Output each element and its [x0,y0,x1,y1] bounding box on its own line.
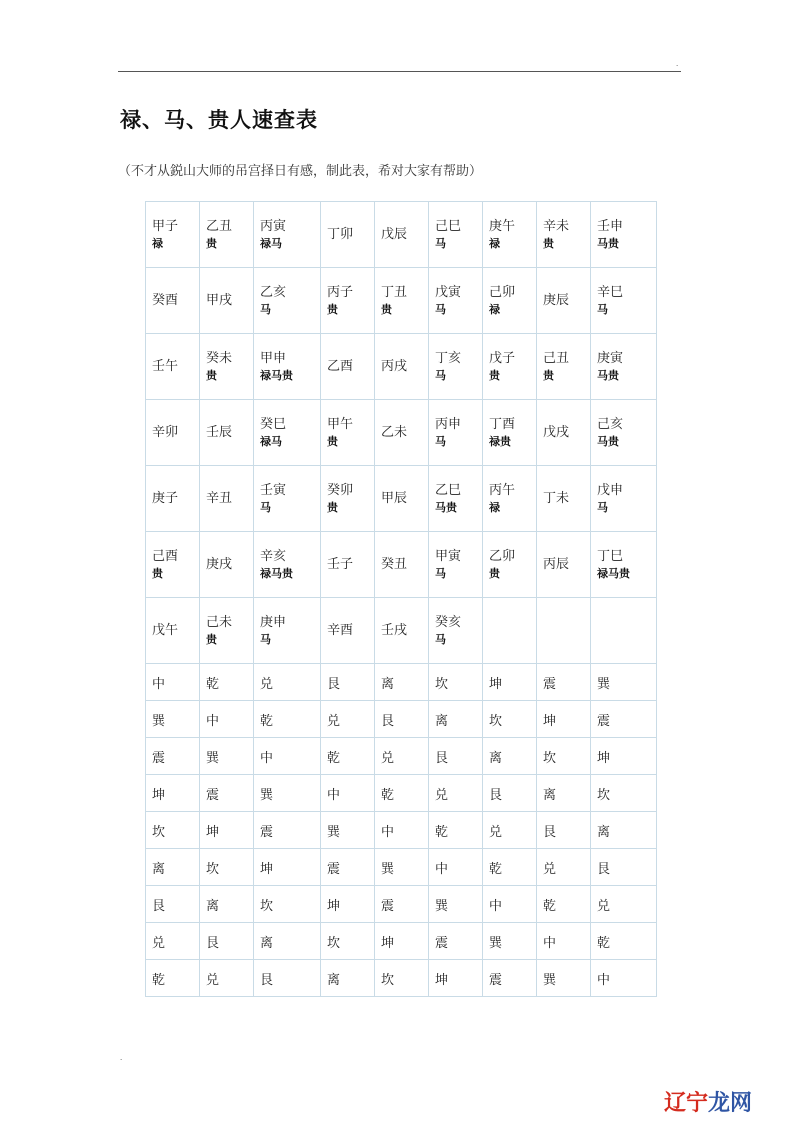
marker-label: 禄马贵 [260,567,293,580]
marker-label: 马 [435,567,446,580]
ganzhi-label: 丁未 [543,490,570,506]
ganzhi-label: 庚午 [489,219,516,234]
marker-label: 马 [435,303,446,316]
ganzhi-cell [375,598,429,664]
trigram-cell: 坎 [254,886,321,923]
trigram-cell: 兑 [254,664,321,701]
ganzhi-cell [483,268,537,334]
trigram-cell: 震 [375,886,429,923]
table-row [146,960,657,997]
marker-label: 贵 [489,567,500,580]
trigram-cell: 艮 [146,886,200,923]
page-subtitle: （不才从鋭山大师的吊宫择日有感，制此表，希对大家有帮助） [118,164,483,179]
trigram-cell: 中 [200,701,254,738]
trigram-cell: 艮 [321,664,375,701]
trigram-cell: 离 [591,812,657,849]
ganzhi-label: 庚申 [260,615,287,630]
ganzhi-label: 丁巳 [597,549,624,564]
marker-label: 禄马 [260,237,282,250]
trigram-cell: 坎 [483,701,537,738]
trigram-cell: 艮 [200,923,254,960]
ganzhi-cell [591,598,657,664]
ganzhi-label: 戊午 [152,622,179,638]
ganzhi-cell [254,202,321,268]
trigram-cell: 坤 [200,812,254,849]
trigram-cell: 巽 [483,923,537,960]
trigram-cell: 中 [254,738,321,775]
ganzhi-label: 丙寅 [260,219,287,234]
table-row [146,812,657,849]
trigram-cell: 坎 [537,738,591,775]
ganzhi-cell [321,334,375,400]
ganzhi-label: 乙卯 [489,549,516,564]
trigram-cell: 巽 [537,960,591,997]
marker-label: 马 [435,237,446,250]
ganzhi-label: 己丑 [543,351,570,366]
marker-label: 马 [597,303,608,316]
ganzhi-cell [591,334,657,400]
ganzhi-cell [591,466,657,532]
trigram-cell: 乾 [537,886,591,923]
trigram-cell: 兑 [591,886,657,923]
ganzhi-label: 戊申 [597,483,624,498]
marker-label: 禄马贵 [597,567,630,580]
table-row [146,923,657,960]
trigram-cell: 坤 [429,960,483,997]
marker-label: 马 [597,501,608,514]
trigram-cell: 坎 [375,960,429,997]
trigram-cell: 巽 [375,849,429,886]
trigram-cell: 中 [483,886,537,923]
trigram-cell: 艮 [591,849,657,886]
ganzhi-cell [321,202,375,268]
trigram-cell: 震 [429,923,483,960]
table-row [146,400,657,466]
marker-label: 马贵 [597,435,619,448]
table-row [146,598,657,664]
table-row [146,738,657,775]
marker-label: 贵 [327,435,338,448]
marker-label: 马 [260,501,271,514]
trigram-cell: 艮 [483,775,537,812]
marker-label: 马 [260,303,271,316]
ganzhi-cell [200,268,254,334]
trigram-cell: 震 [591,701,657,738]
trigram-cell: 震 [483,960,537,997]
marker-label: 马 [260,633,271,646]
ganzhi-cell [429,532,483,598]
ganzhi-cell [200,598,254,664]
ganzhi-cell [483,202,537,268]
trigram-cell: 震 [146,738,200,775]
trigram-cell: 巽 [321,812,375,849]
trigram-cell: 中 [537,923,591,960]
table-row [146,334,657,400]
ganzhi-label: 甲申 [260,351,287,366]
trigram-cell: 艮 [537,812,591,849]
ganzhi-cell [254,400,321,466]
ganzhi-cell [254,334,321,400]
ganzhi-cell [591,268,657,334]
ganzhi-label: 丙午 [489,483,516,498]
lookup-table [145,201,657,997]
ganzhi-label: 甲戌 [206,292,233,308]
trigram-cell: 兑 [537,849,591,886]
trigram-cell: 坤 [483,664,537,701]
ganzhi-label: 丁丑 [381,285,408,300]
trigram-cell: 巽 [200,738,254,775]
trigram-cell: 巽 [591,664,657,701]
ganzhi-label: 癸丑 [381,556,408,572]
trigram-cell: 坤 [591,738,657,775]
trigram-cell: 巽 [146,701,200,738]
trigram-cell: 坤 [375,923,429,960]
ganzhi-label: 辛巳 [597,285,624,300]
marker-label: 马贵 [597,369,619,382]
ganzhi-cell [375,466,429,532]
marker-label: 贵 [206,237,217,250]
table-row [146,849,657,886]
marker-label: 贵 [381,303,392,316]
trigram-cell: 乾 [254,701,321,738]
trigram-cell: 坤 [321,886,375,923]
ganzhi-label: 庚戌 [206,556,233,572]
ganzhi-cell [146,532,200,598]
ganzhi-label: 辛未 [543,219,570,234]
ganzhi-cell [537,202,591,268]
ganzhi-label: 庚辰 [543,292,570,308]
ganzhi-cell [254,532,321,598]
ganzhi-cell [591,202,657,268]
ganzhi-cell [375,334,429,400]
ganzhi-label: 丁亥 [435,351,462,366]
ganzhi-cell [483,334,537,400]
trigram-cell: 乾 [146,960,200,997]
ganzhi-label: 己酉 [152,549,179,564]
trigram-cell: 乾 [321,738,375,775]
table-row [146,664,657,701]
ganzhi-label: 戊寅 [435,285,462,300]
ganzhi-cell [429,598,483,664]
marker-label: 马贵 [435,501,457,514]
marker-label: 禄 [152,237,163,250]
trigram-cell: 坎 [146,812,200,849]
trigram-cell: 乾 [200,664,254,701]
trigram-cell: 乾 [483,849,537,886]
ganzhi-cell [483,466,537,532]
svg-text:辽宁龙网: 辽宁龙网 [664,1091,753,1116]
trigram-cell: 坤 [537,701,591,738]
trigram-cell: 坤 [254,849,321,886]
page-title: 禄、马、贵人速查表 [120,108,318,132]
ganzhi-cell [254,268,321,334]
marker-label: 禄马 [260,435,282,448]
table-row [146,701,657,738]
ganzhi-cell [200,202,254,268]
trigram-cell: 艮 [429,738,483,775]
ganzhi-cell [483,598,537,664]
ganzhi-label: 癸亥 [435,615,462,630]
table-row [146,886,657,923]
trigram-cell: 坎 [591,775,657,812]
footer-mark: . [120,1054,123,1062]
ganzhi-label: 乙未 [381,424,408,440]
ganzhi-label: 丙戌 [381,358,408,374]
ganzhi-label: 辛亥 [260,549,287,564]
ganzhi-cell [537,598,591,664]
trigram-cell: 兑 [429,775,483,812]
marker-label: 禄 [489,303,500,316]
ganzhi-cell [591,400,657,466]
marker-label: 贵 [489,369,500,382]
ganzhi-cell [375,202,429,268]
ganzhi-label: 癸酉 [152,292,179,308]
ganzhi-cell [321,598,375,664]
ganzhi-label: 庚寅 [597,351,624,366]
ganzhi-label: 乙丑 [206,219,233,234]
marker-label: 贵 [152,567,163,580]
trigram-cell: 兑 [146,923,200,960]
ganzhi-label: 庚子 [152,490,179,506]
marker-label: 禄马贵 [260,369,293,382]
marker-label: 禄 [489,237,500,250]
trigram-cell: 中 [146,664,200,701]
ganzhi-label: 甲辰 [381,490,408,506]
ganzhi-cell [429,268,483,334]
ganzhi-label: 甲寅 [435,549,462,564]
header-rule [118,71,681,72]
trigram-cell: 离 [375,664,429,701]
ganzhi-label: 己亥 [597,417,624,432]
ganzhi-cell [375,400,429,466]
corner-mark: . [676,60,679,68]
trigram-cell: 震 [537,664,591,701]
trigram-cell: 巽 [254,775,321,812]
ganzhi-label: 壬申 [597,219,624,234]
marker-label: 贵 [206,633,217,646]
table-row [146,202,657,268]
trigram-cell: 兑 [375,738,429,775]
ganzhi-cell [146,268,200,334]
trigram-cell: 震 [254,812,321,849]
ganzhi-label: 己巳 [435,219,462,234]
trigram-cell: 坤 [146,775,200,812]
ganzhi-label: 癸未 [206,351,233,366]
ganzhi-cell [429,466,483,532]
ganzhi-cell [254,598,321,664]
trigram-cell: 艮 [375,701,429,738]
ganzhi-label: 戊辰 [381,226,408,242]
trigram-cell: 艮 [254,960,321,997]
ganzhi-label: 丙申 [435,417,462,432]
ganzhi-label: 乙亥 [260,285,287,300]
marker-label: 禄贵 [489,435,511,448]
trigram-cell: 离 [321,960,375,997]
ganzhi-label: 戊戌 [543,424,570,440]
trigram-cell: 中 [375,812,429,849]
marker-label: 马 [435,369,446,382]
ganzhi-cell [146,400,200,466]
ganzhi-cell [537,268,591,334]
trigram-cell: 震 [200,775,254,812]
trigram-cell: 兑 [321,701,375,738]
ganzhi-label: 戊子 [489,351,516,366]
ganzhi-label: 壬辰 [206,424,233,440]
trigram-cell: 中 [429,849,483,886]
ganzhi-cell [200,334,254,400]
ganzhi-label: 甲子 [152,219,179,234]
ganzhi-label: 辛酉 [327,622,354,638]
trigram-cell: 乾 [429,812,483,849]
ganzhi-cell [200,466,254,532]
ganzhi-label: 丁卯 [327,226,354,242]
ganzhi-cell [321,400,375,466]
trigram-cell: 乾 [375,775,429,812]
trigram-cell: 中 [321,775,375,812]
ganzhi-cell [321,268,375,334]
ganzhi-cell [537,400,591,466]
trigram-cell: 震 [321,849,375,886]
ganzhi-cell [146,598,200,664]
marker-label: 马贵 [597,237,619,250]
ganzhi-cell [537,466,591,532]
trigram-cell: 离 [483,738,537,775]
ganzhi-cell [483,400,537,466]
ganzhi-cell [200,400,254,466]
table-row [146,532,657,598]
ganzhi-cell [429,400,483,466]
ganzhi-cell [321,466,375,532]
marker-label: 贵 [543,237,554,250]
ganzhi-cell [483,532,537,598]
trigram-cell: 坎 [429,664,483,701]
table-row [146,268,657,334]
ganzhi-label: 丁酉 [489,417,516,432]
marker-label: 贵 [327,501,338,514]
ganzhi-cell [429,202,483,268]
trigram-cell: 离 [200,886,254,923]
ganzhi-label: 丙辰 [543,556,570,572]
ganzhi-cell [537,532,591,598]
ganzhi-label: 己卯 [489,285,516,300]
ganzhi-cell [200,532,254,598]
marker-label: 马 [435,435,446,448]
trigram-cell: 巽 [429,886,483,923]
marker-label: 贵 [327,303,338,316]
ganzhi-cell [375,532,429,598]
ganzhi-label: 甲午 [327,417,354,432]
table-row [146,466,657,532]
ganzhi-label: 壬寅 [260,483,287,498]
ganzhi-cell [591,532,657,598]
ganzhi-cell [321,532,375,598]
ganzhi-cell [375,268,429,334]
trigram-cell: 坎 [200,849,254,886]
ganzhi-cell [146,466,200,532]
ganzhi-label: 乙巳 [435,483,462,498]
ganzhi-label: 辛卯 [152,424,179,440]
trigram-cell: 离 [254,923,321,960]
marker-label: 贵 [543,369,554,382]
ganzhi-cell [146,202,200,268]
trigram-cell: 乾 [591,923,657,960]
trigram-cell: 离 [429,701,483,738]
marker-label: 马 [435,633,446,646]
ganzhi-label: 壬子 [327,556,354,572]
ganzhi-label: 癸巳 [260,417,287,432]
trigram-cell: 离 [146,849,200,886]
ganzhi-label: 乙酉 [327,358,354,374]
ganzhi-label: 辛丑 [206,490,233,506]
ganzhi-label: 丙子 [327,285,354,300]
marker-label: 禄 [489,501,500,514]
ganzhi-cell [537,334,591,400]
ganzhi-cell [429,334,483,400]
trigram-cell: 兑 [483,812,537,849]
table-row [146,775,657,812]
ganzhi-label: 己未 [206,615,233,630]
trigram-cell: 中 [591,960,657,997]
marker-label: 贵 [206,369,217,382]
trigram-cell: 离 [537,775,591,812]
ganzhi-cell [146,334,200,400]
ganzhi-label: 壬戌 [381,622,408,638]
ganzhi-cell [254,466,321,532]
ganzhi-label: 壬午 [152,358,179,374]
trigram-cell: 坎 [321,923,375,960]
trigram-cell: 兑 [200,960,254,997]
ganzhi-label: 癸卯 [327,483,354,498]
site-watermark-logo [662,1085,766,1117]
